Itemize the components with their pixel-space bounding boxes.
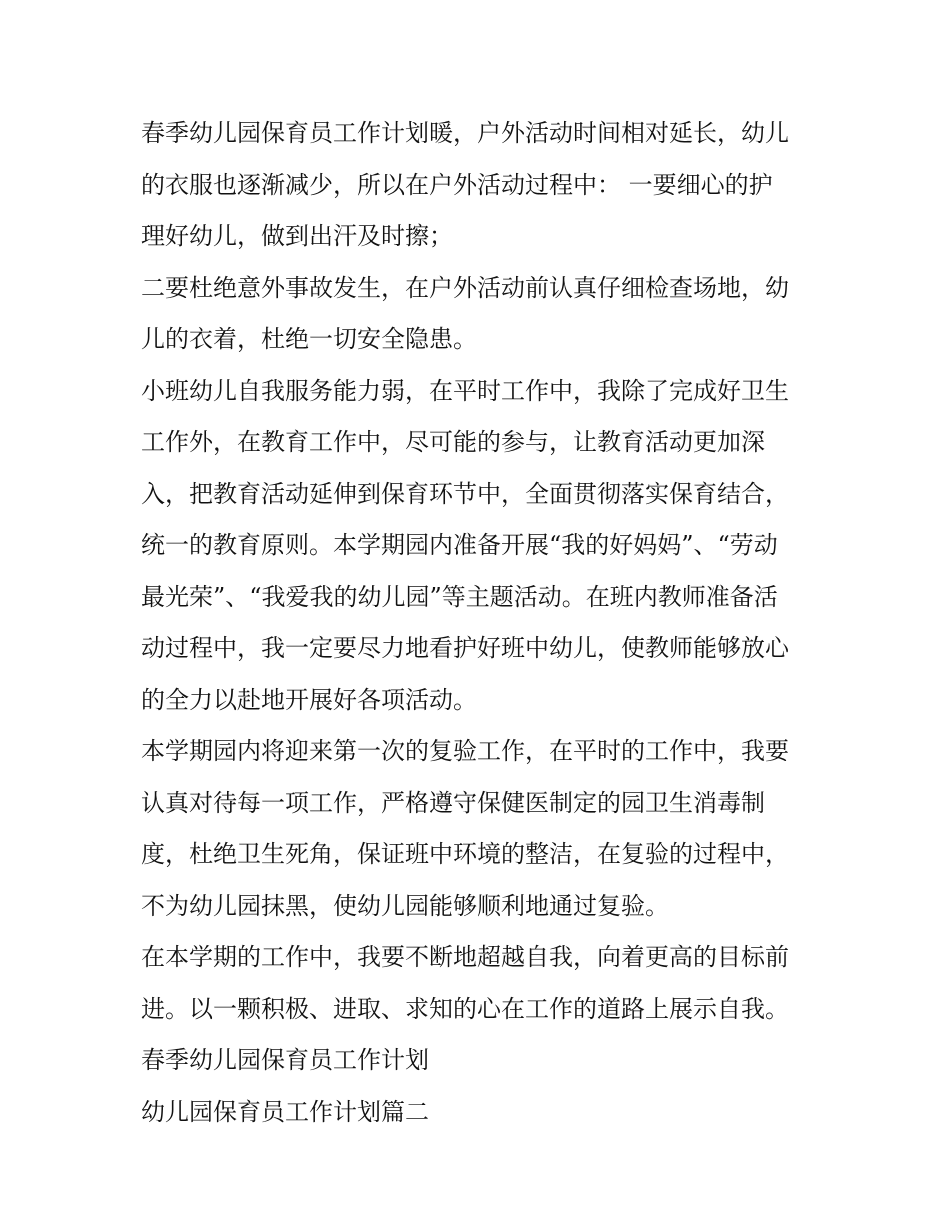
text-line: 本学期园内将迎来第一次的复验工作，在平时的工作中，我要 (141, 737, 789, 765)
document-body (141, 108, 821, 1138)
text-line: 不为幼儿园抹黑，使幼儿园能够顺利地通过复验。 (141, 891, 669, 920)
paragraph-self-improvement (141, 932, 821, 1035)
heading-line: 幼儿园保育员工作计划篇二 (141, 1097, 429, 1126)
text-line: 动过程中，我一定要尽力地看护好班中幼儿，使教师能够放心 (141, 634, 789, 662)
paragraph-education (141, 366, 821, 727)
title-line: 春季幼儿园保育员工作计划 (141, 1046, 429, 1074)
text-line: 进。以一颗积极、进取、求知的心在工作的道路上展示自我。 (141, 994, 789, 1023)
text-line: 儿的衣着，杜绝一切安全隐患。 (141, 325, 477, 353)
paragraph-outdoor-care (141, 108, 821, 263)
section-heading (141, 1087, 821, 1139)
text-line: 认真对待每一项工作，严格遵守保健医制定的园卫生消毒制 (141, 788, 765, 817)
text-line: 的衣服也逐渐减少，所以在户外活动过程中： 一要细心的护 (141, 170, 773, 199)
paragraph-safety (141, 263, 821, 366)
text-line: 春季幼儿园保育员工作计划暖，户外活动时间相对延长，幼儿 (141, 119, 789, 147)
text-line: 在本学期的工作中，我要不断地超越自我，向着更高的目标前 (141, 943, 789, 971)
text-line: 二要杜绝意外事故发生，在户外活动前认真仔细检查场地，幼 (141, 273, 789, 302)
text-line: 理好幼儿，做到出汗及时擦； (141, 222, 453, 250)
section-title (141, 1035, 821, 1087)
text-line: 入，把教育活动延伸到保育环节中，全面贯彻落实保育结合， (141, 479, 789, 508)
text-line: 工作外，在教育工作中，尽可能的参与，让教育活动更加深 (141, 428, 765, 456)
paragraph-inspection (141, 726, 821, 932)
text-line: 小班幼儿自我服务能力弱，在平时工作中，我除了完成好卫生 (141, 376, 789, 405)
text-line: 最光荣”、“我爱我的幼儿园”等主题活动。在班内教师准备活 (141, 582, 778, 611)
text-line: 度，杜绝卫生死角，保证班中环境的整洁，在复验的过程中， (141, 840, 789, 868)
text-line: 统一的教育原则。本学期园内准备开展“我的好妈妈”、“劳动 (141, 531, 778, 559)
text-line: 的全力以赴地开展好各项活动。 (141, 685, 477, 714)
